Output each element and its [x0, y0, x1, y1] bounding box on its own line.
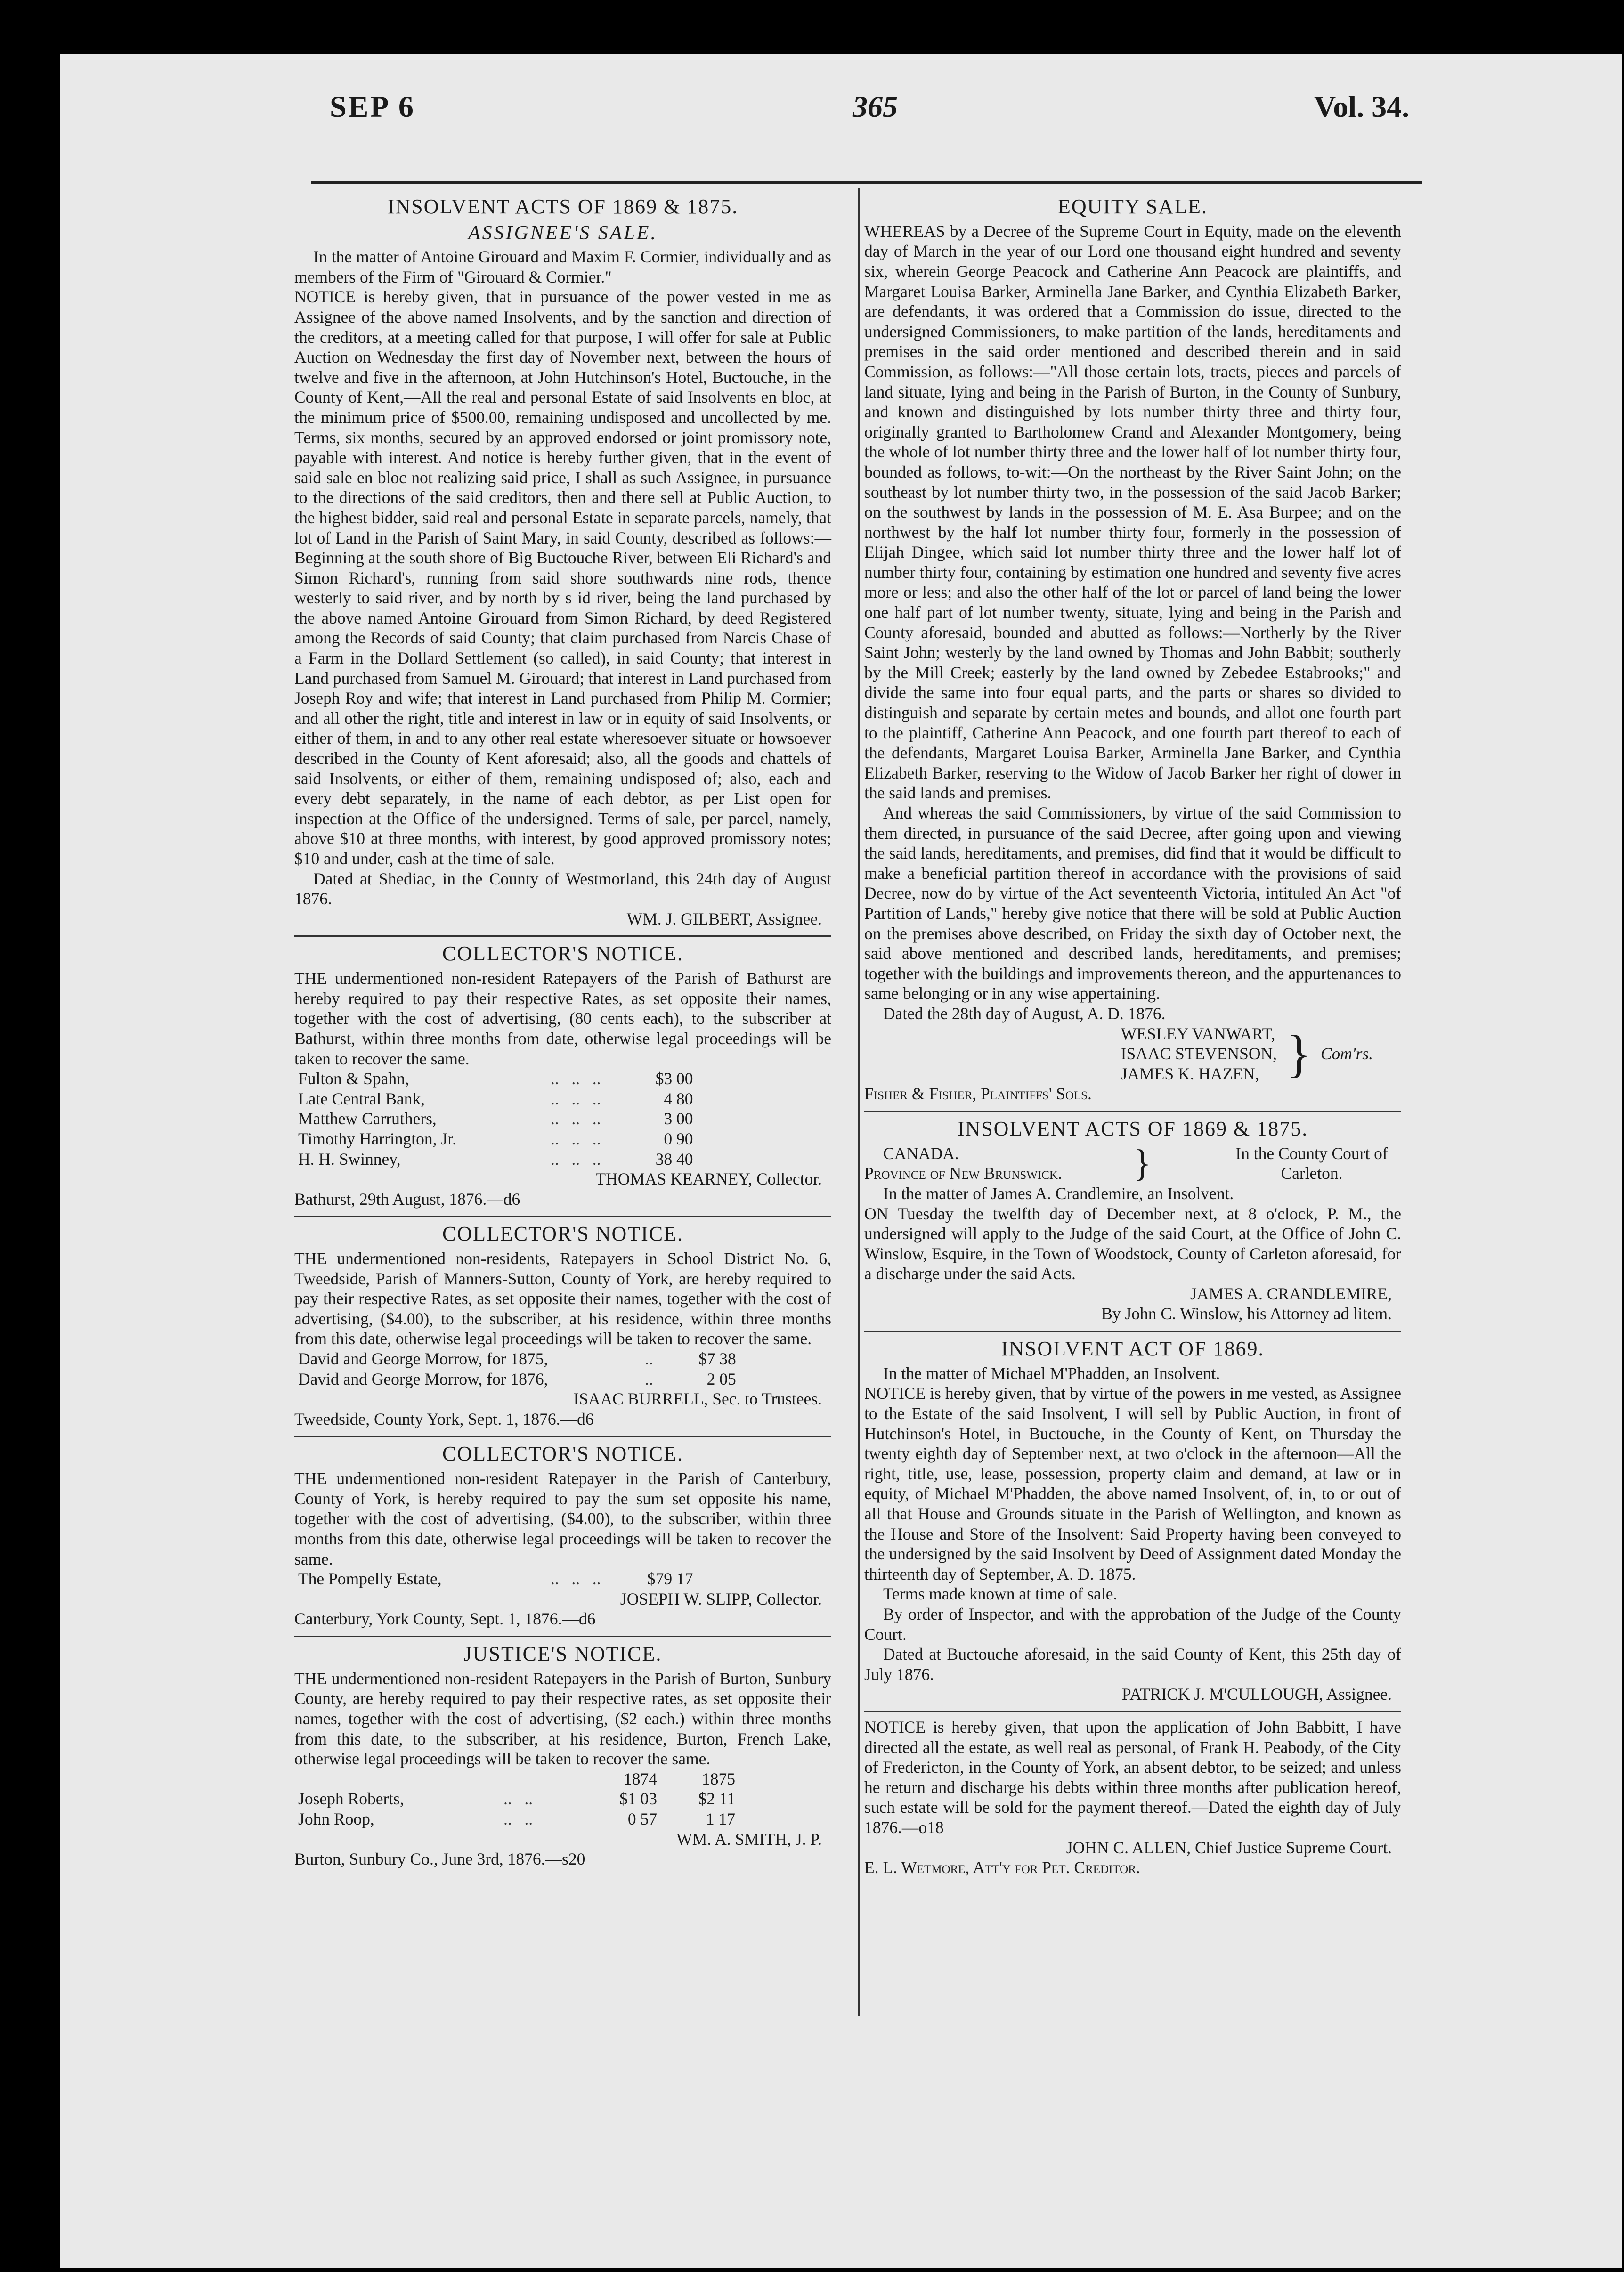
- notice-body: WHEREAS by a Decree of the Supreme Court in Equity, made on the eleventh day of March in the year of our Lord one thousand eight hundred and seventy six, wherein George Peacock and Catherine Ann Peacock are plaintiffs, and Margaret Louisa Barker, Arminella Jane Barker, and Cynthia Elizabeth Barker, are defendants, it was ordered that a Commission do issue, directed to the undersigned Commissioners, to make partition of the lands, hereditaments and premises in the said order mentioned and described therein and in said Commission, as follows:—"All those certain lots, tracts, pieces and parcels of land situate, lying and being in the Parish of Burton, in the County of Sunbury, and known and distinguished by lots number thirty three and thirty four, originally granted to Bartholomew Crand and Alexander Montgomery, being the whole of lot number thirty three and the lower half of lot number thirty four, bounded as follows, to-wit:—On the northeast by the River Saint John; on the southeast by lot number thirty two, in the possession of the said Jacob Barker; on the southwest by lands in the possession of M. E. Asa Burpee; and on the northwest by the half lot number thirty four, formerly in the possession of Elijah Dingee, which said lot number thirty three and the lower half lot of number thirty four, containing by estimation one hundred and seventy five acres more or less; and also the other half of the lot or parcel of land being the lower one half part of lot number twenty, situate, lying and being in the Parish and County aforesaid, bounded and abutted as follows:—Northerly by the River Saint John; westerly by the land owned by Thomas and John Babbit; southerly by the Mill Creek; easterly by the land owned by Zebedee Estabrooks;" and divide the same into four equal parts, and the parts or shares so divided to distinguish and separate by certain metes and bounds, and allot one fourth part to the plaintiff, Catherine Ann Peacock, and one fourth part thereof to each of the defendants, Margaret Louisa Barker, Arminella Jane Barker, and Cynthia Elizabeth Barker, reserving to the Widow of Jacob Barker her right of dower in the said lands and premises.: [864, 221, 1401, 803]
- commissioner-name: ISAAC STEVENSON,: [1121, 1044, 1277, 1063]
- rate-amount: $3 00: [655, 1069, 693, 1088]
- notice-signature: JAMES A. CRANDLEMIRE,: [1190, 1284, 1392, 1303]
- notice-signature: JOHN C. ALLEN, Chief Justice Supreme Court.: [1066, 1838, 1392, 1857]
- table-row: Matthew Carruthers, .. .. .. 3 00: [294, 1109, 697, 1129]
- year-header: 1874: [624, 1769, 657, 1788]
- notice-title: INSOLVENT ACTS OF 1869 & 1875.: [387, 195, 739, 218]
- table-row: The Pompelly Estate, .. .. .. $79 17: [294, 1569, 697, 1589]
- right-column: [864, 191, 1401, 1878]
- volume-number: Vol. 34.: [1314, 90, 1410, 123]
- payer-name: David and George Morrow, for 1876,: [298, 1369, 548, 1388]
- notice-matter: In the matter of James A. Crandlemire, an Insolvent.: [883, 1184, 1234, 1203]
- notice-body: And whereas the said Commissioners, by virtue of the said Commission to them directed, in pursuance of the said Decree, after going upon and viewing the said lands, hereditaments, and premises, did find that it would be difficult to make a beneficial partition thereof in accordance with the provisions of said Decree, now do by virtue of the Act seventeenth Victoria, intituled An Act "of Partition of Lands," hereby give notice that there will be sold at Public Auction on the premises above described, on Friday the sixth day of October next, the said above mentioned and described lands, hereditaments, and premises; together with the buildings and improvements thereon, and the appurtenances to same belonging or in any wise appertaining.: [864, 803, 1401, 1003]
- notice-order: By order of Inspector, and with the approbation of the Judge of the County Court.: [864, 1604, 1401, 1644]
- brace: }: [1286, 1025, 1311, 1083]
- commissioner-name: JAMES K. HAZEN,: [1121, 1064, 1259, 1083]
- payer-name: Timothy Harrington, Jr.: [298, 1129, 456, 1148]
- year-header: 1875: [702, 1769, 735, 1788]
- notice-body: NOTICE is hereby given, that in pursuance of the power vested in me as Assignee of the above named Insolvents, and by the sanction and direction of the creditors, at a meeting called for that purpose, I will offer for sale at Public Auction on Wednesday the first day of November next, between the hours of twelve and five in the afternoon, at John Hutchinson's Hotel, Buctouche, in the County of Kent,—All the real and personal Estate of said Insolvents en bloc, at the minimum price of $500.00, remaining undisposed and uncollected by me. Terms, six months, secured by an approved endorsed or joint promissory note, payable with interest. And notice is hereby further given, that in the event of said sale en bloc not realizing said price, I shall as such Assignee, in pursuance to the directions of the said creditors, then and there sell at Public Auction, to the highest bidder, said real and personal Estate in separate parcels, namely, that lot of Land in the Parish of Saint Mary, in said County, described as follows:—Beginning at the south shore of Big Buctouche River, between Eli Richard's and Simon Richard's, running from said shore southwards nine rods, thence westerly to said river, and by north by s id river, being the land purchased by the above named Antoine Girouard from Simon Richard, by deed Registered among the Records of said County; that claim purchased from Narcis Chase of a Farm in the Dollard Settlement (so called), in said County; that interest in Land purchased from Samuel M. Girouard; that interest in Land purchased from Joseph Roy and wife; that interest in Land purchased from Philip M. Cormier; and all other the right, title and interest in law or in equity of said Insolvents, or either of them, in and to any other real estate wheresoever situate or howsoever described in the County of Kent aforesaid; also, all the goods and chattels of said Insolvents, or either of them, remaining undisposed of; also, each and every debt separately, in the name of each debtor, as per List open for inspection at the Office of the undersigned. Terms of sale, per parcel, namely, above $10 at three months, with interest, by good approved promissory notes; $10 and under, cash at the time of sale.: [294, 287, 831, 868]
- table-row: Timothy Harrington, Jr. .. .. .. 0 90: [294, 1129, 697, 1149]
- province: Province of New Brunswick.: [864, 1164, 1062, 1183]
- rate-amount: $2 11: [698, 1789, 735, 1809]
- page-number: 365: [853, 90, 898, 123]
- notice-dated: Dated the 28th day of August, A. D. 1876.: [883, 1004, 1166, 1023]
- notice-signature: ISAAC BURRELL, Sec. to Trustees.: [573, 1389, 822, 1409]
- notice-body: NOTICE is hereby given, that by virtue of the powers in me vested, as Assignee to the Estate of the said Insolvent, I will sell by Public Auction, in front of Hutchinson's Hotel, in Buctouche, in the County of Kent, on Thursday the twenty eighth day of September next, at two o'clock in the afternoon—All the right, title, use, lease, possession, property claim and demand, at law or in equity, of Michael M'Phadden, the above named Insolvent, of, in, to or out of all that House and Grounds situate in the Parish of Wellington, and known as the House and Store of the Insolvent: Said Property having been conveyed to the undersigned by the said Insolvent by Deed of Assignment dated Monday the thirteenth day of September, A. D. 1875.: [864, 1384, 1401, 1583]
- payer-name: Joseph Roberts,: [298, 1789, 404, 1809]
- notice-signature: WM. J. GILBERT, Assignee.: [626, 909, 822, 928]
- notice-signature: THOMAS KEARNEY, Collector.: [595, 1169, 822, 1189]
- table-row: H. H. Swinney, .. .. .. 38 40: [294, 1149, 697, 1169]
- notice-body: ON Tuesday the twelfth day of December next, at 8 o'clock, P. M., the undersigned will apply to the Judge of the said Court, at the Office of John C. Winslow, Esquire, in the Town of Woodstock, County of Carleton aforesaid, for a discharge under the said Acts.: [864, 1204, 1401, 1283]
- notice-body: THE undermentioned non-resident Ratepayers in the Parish of Burton, Sunbury County, are hereby required to pay their respective rates, as set opposite their names, together with the cost of advertising, ($2 each.) within three months from this date, to the subscriber, at his residence, Burton, French Lake, otherwise legal proceedings will be taken to recover the same.: [294, 1669, 831, 1769]
- notice-title: COLLECTOR'S NOTICE.: [442, 1222, 683, 1246]
- notice-title: EQUITY SALE.: [1057, 195, 1208, 218]
- section-rule: [864, 1331, 1401, 1332]
- table-row: John Roop, .. .. 0 57 1 17: [294, 1809, 739, 1829]
- notice-signature: PATRICK J. M'CULLOUGH, Assignee.: [1121, 1685, 1392, 1704]
- header-date: SEP 6: [330, 90, 415, 123]
- notice-dated: Bathurst, 29th August, 1876.—d6: [294, 1189, 520, 1209]
- rates-table: [294, 1569, 697, 1589]
- payer-name: Fulton & Spahn,: [298, 1069, 409, 1088]
- rate-amount: 4 80: [664, 1089, 693, 1108]
- header-rule: [311, 181, 1422, 184]
- table-row: David and George Morrow, for 1875, .. $7 38: [294, 1349, 740, 1369]
- notice-signature: WM. A. SMITH, J. P.: [676, 1829, 822, 1849]
- court-name: In the County Court of Carleton.: [1235, 1144, 1388, 1183]
- table-header: [294, 1769, 739, 1789]
- notice-title: COLLECTOR'S NOTICE.: [442, 1442, 683, 1466]
- table-row: David and George Morrow, for 1876, .. 2 05: [294, 1369, 740, 1389]
- notice-body: THE undermentioned non-resident Ratepayer in the Parish of Canterbury, County of York, is hereby required to pay the sum set opposite his name, together with the cost of advertising, ($4.00), to the subscriber, within three months from this date, otherwise legal proceedings will be taken to recover the same.: [294, 1469, 831, 1568]
- notice-dated: Canterbury, York County, Sept. 1, 1876.—d6: [294, 1609, 596, 1629]
- notice-signature: JOSEPH W. SLIPP, Collector.: [620, 1589, 822, 1608]
- notice-dated: Tweedside, County York, Sept. 1, 1876.—d6: [294, 1409, 594, 1428]
- notice-title: INSOLVENT ACTS OF 1869 & 1875.: [957, 1117, 1308, 1140]
- payer-name: John Roop,: [298, 1809, 374, 1828]
- country: CANADA.: [883, 1144, 959, 1163]
- table-row: Joseph Roberts, .. .. $1 03 $2 11: [294, 1789, 739, 1809]
- section-rule: [864, 1111, 1401, 1112]
- payer-name: H. H. Swinney,: [298, 1149, 401, 1168]
- attorney-line: By John C. Winslow, his Attorney ad litem.: [1101, 1304, 1392, 1323]
- rate-amount: 3 00: [664, 1109, 693, 1128]
- rate-amount: 0 57: [627, 1809, 657, 1828]
- table-row: Fulton & Spahn, .. .. .. $3 00: [294, 1069, 697, 1089]
- rates-table: [294, 1349, 740, 1389]
- rate-amount: 2 05: [706, 1369, 736, 1388]
- notice-dated: Dated at Shediac, in the County of Westmorland, this 24th day of August 1876.: [294, 869, 831, 909]
- commissioners-block: [864, 1024, 1401, 1084]
- section-rule: [294, 935, 831, 937]
- section-rule: [864, 1711, 1401, 1712]
- brace: }: [1133, 1143, 1152, 1185]
- payer-name: David and George Morrow, for 1875,: [298, 1349, 548, 1369]
- commissioner-name: WESLEY VANWART,: [1121, 1024, 1275, 1043]
- left-column: [294, 191, 831, 1869]
- notice-dated: Burton, Sunbury Co., June 3rd, 1876.—s20: [294, 1850, 585, 1869]
- section-rule: [294, 1216, 831, 1217]
- rates-table: [294, 1069, 697, 1169]
- solicitors: Fisher & Fisher, Plaintiffs' Sols.: [864, 1084, 1092, 1104]
- rates-table: [294, 1769, 739, 1829]
- section-rule: [294, 1436, 831, 1437]
- section-rule: [294, 1636, 831, 1637]
- notice-title: INSOLVENT ACT OF 1869.: [1001, 1337, 1265, 1361]
- notice-intro: In the matter of Antoine Girouard and Maxim F. Cormier, individually and as members of the Firm of "Girouard & Cormier.": [294, 247, 831, 286]
- rate-amount: $7 38: [698, 1349, 736, 1369]
- notice-dated: Dated at Buctouche aforesaid, in the said County of Kent, this 25th day of July 1876.: [864, 1645, 1401, 1684]
- table-row: Late Central Bank, .. .. .. 4 80: [294, 1089, 697, 1109]
- rate-amount: 0 90: [664, 1129, 693, 1148]
- notice-terms: Terms made known at time of sale.: [883, 1584, 1118, 1604]
- commissioners-label: Com'rs.: [1320, 1044, 1373, 1063]
- court-heading: [864, 1144, 1401, 1184]
- notice-matter: In the matter of Michael M'Phadden, an Insolvent.: [883, 1363, 1220, 1383]
- payer-name: Late Central Bank,: [298, 1089, 425, 1108]
- rate-amount: $1 03: [619, 1789, 657, 1809]
- notice-title: COLLECTOR'S NOTICE.: [442, 942, 683, 966]
- notice-body: THE undermentioned non-residents, Ratepayers in School District No. 6, Tweedside, Parish of Manners-Sutton, County of York, are hereby required to pay their respective Rates, as set opposite their names, together with the cost of advertising, ($4.00), to the subscriber, at his residence, within three months from this date, otherwise legal proceedings will be taken to recover the same.: [294, 1249, 831, 1348]
- attorney-line: E. L. Wetmore, Att'y for Pet. Creditor.: [864, 1858, 1140, 1877]
- notice-subtitle: ASSIGNEE'S SALE.: [468, 222, 658, 244]
- notice-body: NOTICE is hereby given, that upon the application of John Babbitt, I have directed all the estate, as well real as personal, of Frank H. Peabody, of the City of Fredericton, in the County of York, an absent debtor, to be seized; and unless he return and discharge his debts within three months after publication hereof, such estate will be sold for the payment thereof.—Dated the eighth day of July 1876.—o18: [864, 1717, 1401, 1837]
- rate-amount: 1 17: [706, 1809, 735, 1828]
- payer-name: Matthew Carruthers,: [298, 1109, 437, 1128]
- notice-body: THE undermentioned non-resident Ratepayers of the Parish of Bathurst are hereby required to pay their respective Rates, as set opposite their names, together with the cost of advertising, (80 cents each), to the subscriber at Bathurst, within three months from date, otherwise legal proceedings will be taken to recover the same.: [294, 969, 831, 1068]
- rate-amount: $79 17: [647, 1569, 693, 1589]
- column-divider: [858, 188, 860, 2016]
- rate-amount: 38 40: [655, 1149, 693, 1168]
- notice-title: JUSTICE'S NOTICE.: [463, 1642, 662, 1665]
- payer-name: The Pompelly Estate,: [298, 1569, 442, 1589]
